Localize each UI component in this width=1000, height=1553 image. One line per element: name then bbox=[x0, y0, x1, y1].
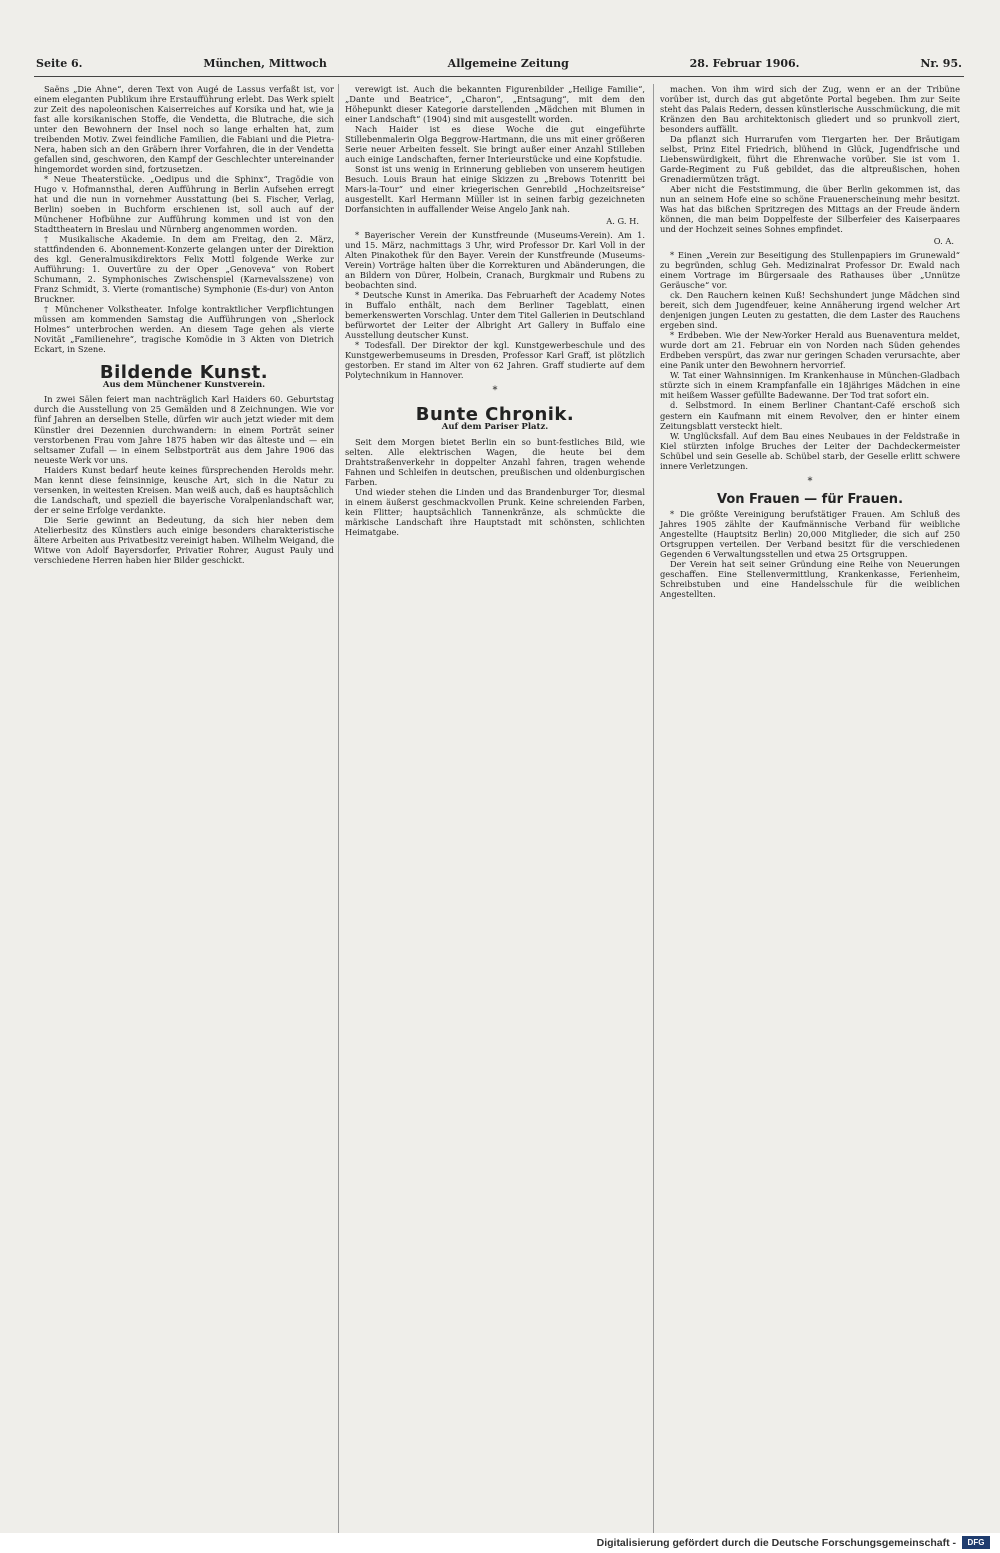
column-divider bbox=[338, 84, 339, 1534]
article-signature: A. G. H. bbox=[606, 216, 639, 227]
footer-credit: Digitalisierung gefördert durch die Deutsche Forschungsgemeinschaft - bbox=[596, 1537, 956, 1549]
article-signature: O. A. bbox=[933, 236, 954, 247]
column-2 bbox=[345, 84, 645, 1539]
article-paragraph: Der Verein hat seit seiner Gründung eine Reihe von Neuerungen geschaffen. Eine Stellenvermittlung, Krankenkasse, Ferienheim, Schreibstuben und eine Handelsschule für die weiblichen Angestellten. bbox=[660, 558, 960, 599]
separator-star: * bbox=[807, 475, 813, 487]
article-paragraph: In zwei Sälen feiert man nachträglich Karl Haiders 60. Geburtstag durch die Ausstellung von 25 Gemälden und 8 Zeichnungen. Wie vor fünf Jahren an derselben Stelle, dürfen wir auch jetzt wieder mit dem Künstler drei Dezennien durchwandern: in einem Porträt seiner verstorbenen Frau vom Jahre 1875 haben wir das älteste und — ein seltsamer Zufall — in einem Selbstporträt aus dem Jahre 1906 das neueste Werk vor uns. bbox=[34, 394, 334, 465]
article-paragraph: Sonst ist uns wenig in Erinnerung geblieben von unserem heutigen Besuch. Louis Braun hat einige Skizzen zu „Brebows Totenritt bei Mars-la-Tour“ und einer kriegerischen Genrebild „Hochzeitsreise“ ausgestellt. Karl Hermann Müller ist in seinen farbig gezeichneten Dorfansichten in auffallender Weise Angelo Jank nah. bbox=[345, 164, 645, 215]
article-paragraph: W. Unglücksfall. Auf dem Bau eines Neubaues in der Feldstraße in Kiel stürzten infolge Bruches der Leiter der Dachdeckermeister Schübel und sein Geselle ab. Schübel starb, der Geselle erlitt schwere innere Verletzungen. bbox=[660, 430, 960, 471]
article-paragraph: * Deutsche Kunst in Amerika. Das Februarheft der Academy Notes in Buffalo enthält, nach dem Berliner Tageblatt, einen bemerkenswerten Vorschlag. Unter dem Titel Gallerien in Deutschland befürwortet der Leiter der Albright Art Gallery in Buffalo eine Ausstellung deutscher Kunst. bbox=[345, 290, 645, 341]
masthead: Allgemeine Zeitung bbox=[447, 56, 569, 70]
article-paragraph: † Musikalische Akademie. In dem am Freitag, den 2. März, stattfindenden 6. Abonnement-Konzerte gelangen unter der Direktion des kgl. Generalmusikdirektors Felix Mottl folgende Werke zur Aufführung: 1. Ouvertüre zu der Oper „Genoveva“ von Robert Schumann, 2. Symphonisches Zwischenspiel (Karnevalsszene) von Franz Schmidt, 3. Vierte (romantische) Symphonie (Es-dur) von Anton Bruckner. bbox=[34, 234, 334, 305]
issue-number: Nr. 95. bbox=[920, 56, 962, 70]
article-paragraph: Aber nicht die Feststimmung, die über Berlin gekommen ist, das nun an seinem Hofe eine so schöne Frauenerscheinung mehr besitzt. Was hat das bißchen Spritzregen des Mittags an der Freude ändern können, die man beim Doppelfeste der Silberfeier des Kaiserpaares und der Hochzeit seines Sohnes empfindet. bbox=[660, 184, 960, 235]
article-paragraph: * Bayerischer Verein der Kunstfreunde (Museums-Verein). Am 1. und 15. März, nachmittags 3 Uhr, wird Professor Dr. Karl Voll in der Alten Pinakothek für den Bayer. Verein der Kunstfreunde (Museums-Verein) Vorträge halten über die Korrekturen und Abänderungen, die an Bildern von Dürer, Holbein, Cranach, Burgkmair und Rubens zu beobachten sind. bbox=[345, 230, 645, 291]
article-paragraph: W. Tat einer Wahnsinnigen. Im Krankenhause in München-Gladbach stürzte sich in einem Krampfanfalle ein 18jähriges Mädchen in eine mit heißem Wasser gefüllte Badewanne. Der Tod trat sofort ein. bbox=[660, 370, 960, 401]
column-1 bbox=[34, 84, 334, 1539]
article-paragraph: * Neue Theaterstücke. „Oedipus und die Sphinx“, Tragödie von Hugo v. Hofmannsthal, deren Aufführung in Berlin Aufsehen erregt hat und die nun in vornehmer Ausstattung (bei S. Fischer, Verlag, Berlin) soeben in Buchform erschienen ist, soll auch auf der Münchener Hofbühne zur Aufführung kommen und ist von den Stadttheatern in Breslau und Nürnberg angenommen worden. bbox=[34, 174, 334, 235]
column-divider bbox=[653, 84, 654, 1534]
issue-date: 28. Februar 1906. bbox=[689, 56, 800, 70]
article-paragraph: verewigt ist. Auch die bekannten Figurenbilder „Heilige Familie“, „Dante und Beatrice“, „Charon“, „Entsagung“, mit dem den Höhepunkt dieser Kategorie darstellenden „Mädchen mit Blumen in einer Landschaft“ (1904) sind mit ausgestellt worden. bbox=[345, 84, 645, 125]
article-paragraph: Saëns „Die Ahne“, deren Text von Augé de Lassus verfaßt ist, vor einem eleganten Publikum ihre Erstaufführung erlebt. Das Werk spielt zur Zeit des napoleonischen Kaiserreiches auf Korsika und hat, wie ja fast alle korsikanischen Stoffe, die Vendetta, die Blutrache, die sich unter den Bewohnern der Insel noch so lange erhalten hat, zum treibenden Motiv. Zwei feindliche Familien, die Fabiani und die Pietra-Nera, haben sich an den Gräbern ihrer Vorfahren, die in der Vendetta gefallen sind, geschworen, den Kampf der Geschlechter untereinander hingemordet worden sind, fortzusetzen. bbox=[34, 84, 334, 175]
header-rule bbox=[34, 76, 964, 77]
article-paragraph: † Münchener Volkstheater. Infolge kontraktlicher Verpflichtungen müssen am kommenden Samstag die Aufführungen von „Sherlock Holmes“ unterbrochen werden. An diesem Tage gehen als vierte Novität „Familienehre“, tragische Komödie in 3 Akten von Dietrich Eckart, in Szene. bbox=[34, 304, 334, 355]
article-paragraph: Seit dem Morgen bietet Berlin ein so bunt-festliches Bild, wie selten. Alle elektrischen Wagen, die heute bei dem Drahtstraßenverkehr in doppelter Anzahl fahren, tragen wehende Fahnen und Schleifen in deutschen, preußischen und oldenburgischen Farben. bbox=[345, 436, 645, 487]
place-date: München, Mittwoch bbox=[203, 56, 327, 70]
article-paragraph: d. Selbstmord. In einem Berliner Chantant-Café erschoß sich gestern ein Kaufmann mit einem Revolver, den er hinter einem Zeitungsblatt versteckt hielt. bbox=[660, 400, 960, 431]
article-paragraph: Da pflanzt sich Hurrarufen vom Tiergarten her. Der Bräutigam selbst, Prinz Eitel Friedrich, blühend in Glück, Jugendfrische und Liebenswürdigkeit, führt die Ehrenwache vorüber. Sie ist vom 1. Garde-Regiment zu Fuß gebildet, das die altpreußischen, hohen Grenadiermützen trägt. bbox=[660, 134, 960, 185]
article-paragraph: Und wieder stehen die Linden und das Brandenburger Tor, diesmal in einem äußerst geschmackvollen Prunk. Keine schreienden Farben, kein Flitter; hauptsächlich Tannenkränze, als schmückte die märkische Landschaft ihre Hauptstadt mit schönsten, schlichten Heimatgabe. bbox=[345, 486, 645, 537]
article-paragraph: Nach Haider ist es diese Woche die gut eingeführte Stillebenmalerin Olga Beggrow-Hartmann, die uns mit einer größeren Serie neuer Arbeiten fesselt. Sie bringt außer einer Anzahl Stilleben auch einige Landschaften, ferner Interieurstücke und eine Kopfstudie. bbox=[345, 124, 645, 165]
article-paragraph: * Todesfall. Der Direktor der kgl. Kunstgewerbeschule und des Kunstgewerbemuseums in Dresden, Professor Karl Graff, ist plötzlich gestorben. Er stand im Alter von 62 Jahren. Graff studierte auf dem Polytechnikum in Hannover. bbox=[345, 340, 645, 381]
section-subtitle: Aus dem Münchener Kunstverein. bbox=[102, 380, 266, 391]
article-paragraph: Die Serie gewinnt an Bedeutung, da sich hier neben dem Atelierbesitz des Künstlers auch einige besonders charakteristische ältere Arbeiten aus Privatbesitz vereinigt haben. Wilhelm Weigand, die Witwe von Adolf Bayersdorfer, Privatier Rohrer, August Pauly und verschiedene Herren haben hier Bilder geschickt. bbox=[34, 514, 334, 565]
page-number: Seite 6. bbox=[36, 56, 83, 70]
page-header bbox=[36, 54, 962, 72]
section-title: Bildende Kunst. bbox=[99, 362, 269, 384]
section-subtitle: Auf dem Pariser Platz. bbox=[441, 422, 549, 433]
dfg-logo: DFG bbox=[962, 1536, 990, 1549]
article-paragraph: Haiders Kunst bedarf heute keines fürsprechenden Herolds mehr. Man kennt diese feinsinnige, keusche Art, sich in die Natur zu versenken, in weitesten Kreisen. Man weiß auch, daß es hauptsächlich die Landschaft, und speziell die bayerische Voralpenlandschaft war, der er seine Erfolge verdankte. bbox=[34, 464, 334, 515]
article-paragraph: ck. Den Rauchern keinen Kuß! Sechshundert junge Mädchen sind bereit, sich dem Jugendfeuer, keine Annäherung irgend welcher Art denjenigen jungen Leuten zu gestatten, die dem Laster des Rauchens ergeben sind. bbox=[660, 290, 960, 331]
section-title: Von Frauen — für Frauen. bbox=[716, 491, 904, 507]
column-3 bbox=[660, 84, 960, 1539]
section-title: Bunte Chronik. bbox=[415, 404, 575, 426]
separator-star: * bbox=[492, 385, 498, 397]
article-paragraph: machen. Von ihm wird sich der Zug, wenn er an der Tribüne vorüber ist, durch das gut abgetönte Portal begeben. Ihm zur Seite steht das Palais Redern, dessen künstlerische Ausschmückung, die mit Kränzen den Bau architektonisch gliedert und so prunkvoll ziert, besonders auffällt. bbox=[660, 84, 960, 135]
article-paragraph: * Einen „Verein zur Beseitigung des Stullenpapiers im Grunewald“ zu begründen, schlug Geh. Medizinalrat Professor Dr. Ewald nach einem Vortrage im Bürgersaale des Rathauses über „Unnütze Geräusche“ vor. bbox=[660, 250, 960, 291]
article-paragraph: * Erdbeben. Wie der New-Yorker Herald aus Buenaventura meldet, wurde dort am 21. Februar ein von Norden nach Süden gehendes Erdbeben verspürt, das zwar nur geringen Schaden verursachte, aber eine Panik unter den Bewohnern hervorrief. bbox=[660, 330, 960, 371]
article-paragraph: * Die größte Vereinigung berufstätiger Frauen. Am Schluß des Jahres 1905 zählte der Kaufmännische Verband für weibliche Angestellte (Hauptsitz Berlin) 20,000 Mitglieder, die sich auf 250 Ortsgruppen verteilen. Der Verband besitzt für die verschiedenen Gegenden 6 Verwaltungsstellen und etwa 25 Ortsgruppen. bbox=[660, 508, 960, 559]
digitization-footer bbox=[0, 1533, 1000, 1553]
